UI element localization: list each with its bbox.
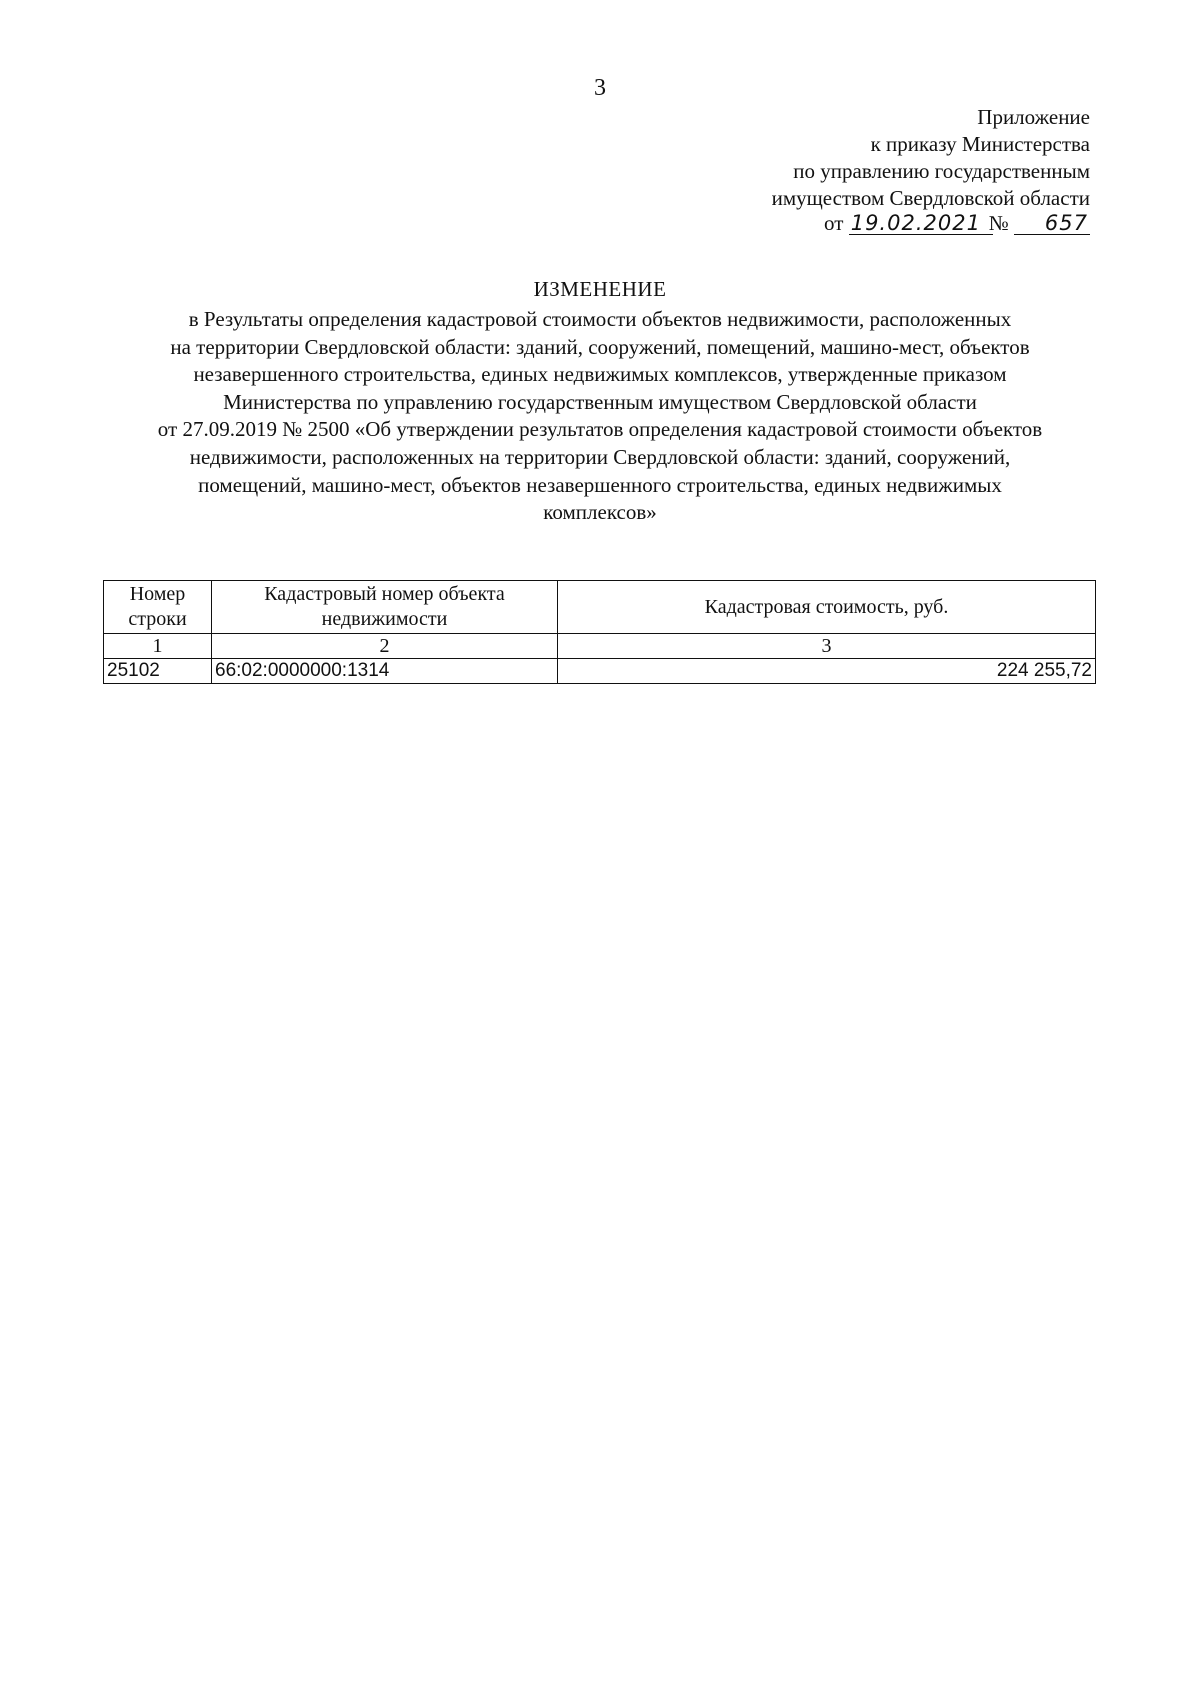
cell-cadastral-number: 66:02:0000000:1314 [212,659,558,684]
handwritten-order-number: 657 [1014,212,1090,235]
table-header-row [104,581,1096,634]
header-cadastral-value: Кадастровая стоимость, руб. [558,581,1096,634]
appendix-signature-line [650,210,1090,237]
appendix-block [650,104,1090,237]
table-row [104,659,1096,684]
subtitle-line-8: комплексов» [543,500,657,525]
page-number: 3 [594,75,606,101]
subtitle-line-7: помещений, машино-мест, объектов незавершенного строительства, единых недвижимых [198,472,1002,497]
number-label: № [988,211,1009,235]
cell-cadastral-value: 224 255,72 [558,659,1096,684]
subtitle-line-6: недвижимости, расположенных на территории Свердловской области: зданий, сооружений, [189,444,1011,469]
column-index-1: 1 [104,634,212,659]
subtitle-line-3: незавершенного строительства, единых недвижимых комплексов, утвержденные приказом [193,362,1007,387]
cell-row-number: 25102 [104,659,212,684]
from-label: от [824,211,844,235]
column-index-2: 2 [212,634,558,659]
document-heading: ИЗМЕНЕНИЕ [533,277,667,301]
appendix-line-region: имуществом Свердловской области [771,186,1090,210]
appendix-line-ministry: по управлению государственным [793,159,1090,183]
handwritten-date: 19.02.2021 [849,212,993,235]
subtitle-line-1: в Результаты определения кадастровой стоимости объектов недвижимости, расположенных [188,307,1012,331]
subtitle-line-5: от 27.09.2019 № 2500 «Об утверждении результатов определения кадастровой стоимости объектов [157,417,1043,442]
subtitle-line-2: на территории Свердловской области: зданий, сооружений, помещений, машино-мест, объектов [170,334,1030,359]
table-index-row [104,634,1096,659]
subtitle-line-4: Министерства по управлению государственным имуществом Свердловской области [223,389,977,414]
column-index-3: 3 [558,634,1096,659]
header-cadastral-number: Кадастровый номер объекта недвижимости [212,581,558,634]
header-row-number: Номер строки [104,581,212,634]
cadastral-value-table [103,580,1096,684]
document-subtitle [100,306,1100,527]
appendix-line-order: к приказу Министерства [870,132,1090,156]
appendix-title: Приложение [977,105,1090,129]
